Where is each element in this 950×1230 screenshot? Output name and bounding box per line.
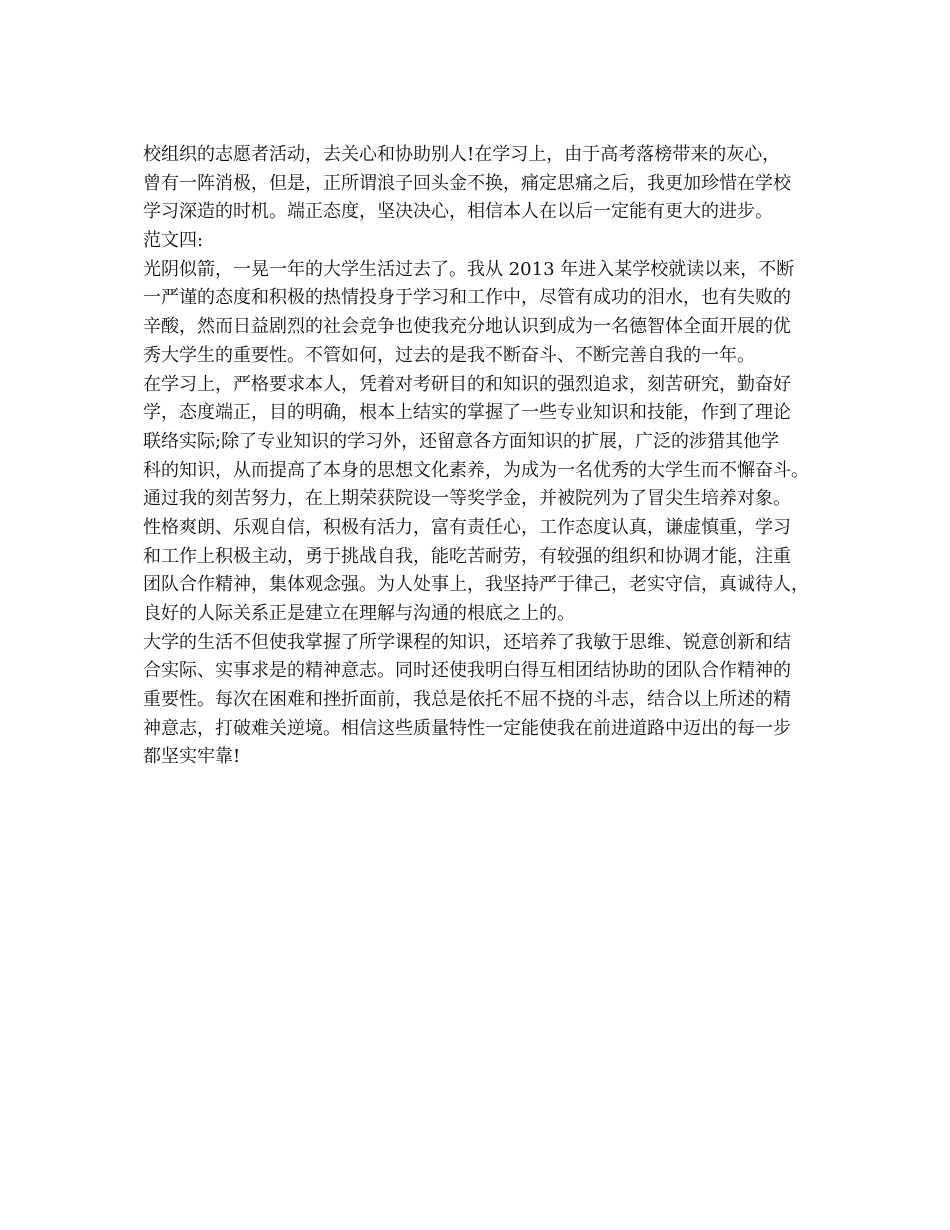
text-line: 曾有一阵消极，但是，正所谓浪子回头金不换，痛定思痛之后，我更加珍惜在学校 (143, 172, 791, 194)
text-line: 校组织的志愿者活动，去关心和协助别人!在学习上，由于高考落榜带来的灰心， (143, 144, 781, 165)
document-body (143, 141, 833, 772)
text-line: 重要性。每次在困难和挫折面前，我总是依托不屈不挠的斗志，结合以上所述的精 (143, 689, 791, 711)
text-line: 联络实际;除了专业知识的学习外，还留意各方面知识的扩展，广泛的涉猎其他学 (143, 430, 780, 452)
text-line: 性格爽朗、乐观自信，积极有活力，富有责任心，工作态度认真，谦虚慎重，学习 (143, 516, 791, 538)
text-line: 合实际、实事求是的精神意志。同时还使我明白得互相团结协助的团队合作精神的 (143, 660, 791, 682)
text-line: 在学习上，严格要求本人，凭着对考研目的和知识的强烈追求，刻苦研究，勤奋好 (143, 373, 791, 395)
text-line: 良好的人际关系正是建立在理解与沟通的根底之上的。 (143, 603, 575, 624)
section-heading: 范文四: (143, 230, 204, 252)
text-line: 光阴似箭，一晃一年的大学生活过去了。我从 2013 年进入某学校就读以来，不断 (143, 258, 795, 280)
text-line: 和工作上积极主动，勇于挑战自我，能吃苦耐劳，有较强的组织和协调才能，注重 (143, 545, 791, 567)
text-line: 科的知识，从而提高了本身的思想文化素养，为成为一名优秀的大学生而不懈奋斗。 (143, 459, 809, 481)
text-line: 大学的生活不但使我掌握了所学课程的知识，还培养了我敏于思维、锐意创新和结 (143, 631, 791, 653)
text-line: 秀大学生的重要性。不管如何，过去的是我不断奋斗、不断完善自我的一年。 (143, 344, 755, 366)
text-line: 通过我的刻苦努力，在上期荣获院设一等奖学金，并被院列为了冒尖生培养对象。 (143, 488, 791, 510)
text-line: 辛酸，然而日益剧烈的社会竞争也使我充分地认识到成为一名德智体全面开展的优 (143, 316, 791, 338)
text-line: 学，态度端正，目的明确，根本上结实的掌握了一些专业知识和技能，作到了理论 (143, 402, 791, 424)
text-line: 都坚实牢靠! (143, 746, 241, 768)
text-line: 神意志，打破难关逆境。相信这些质量特性一定能使我在前进道路中迈出的每一步 (143, 717, 791, 739)
text-line: 学习深造的时机。端正态度，坚决决心，相信本人在以后一定能有更大的进步。 (143, 201, 773, 223)
text-line: 一严谨的态度和积极的热情投身于学习和工作中，尽管有成功的泪水，也有失败的 (143, 287, 791, 309)
text-line: 团队合作精神，集体观念强。为人处事上，我坚持严于律己，老实守信，真诚待人， (143, 574, 809, 596)
